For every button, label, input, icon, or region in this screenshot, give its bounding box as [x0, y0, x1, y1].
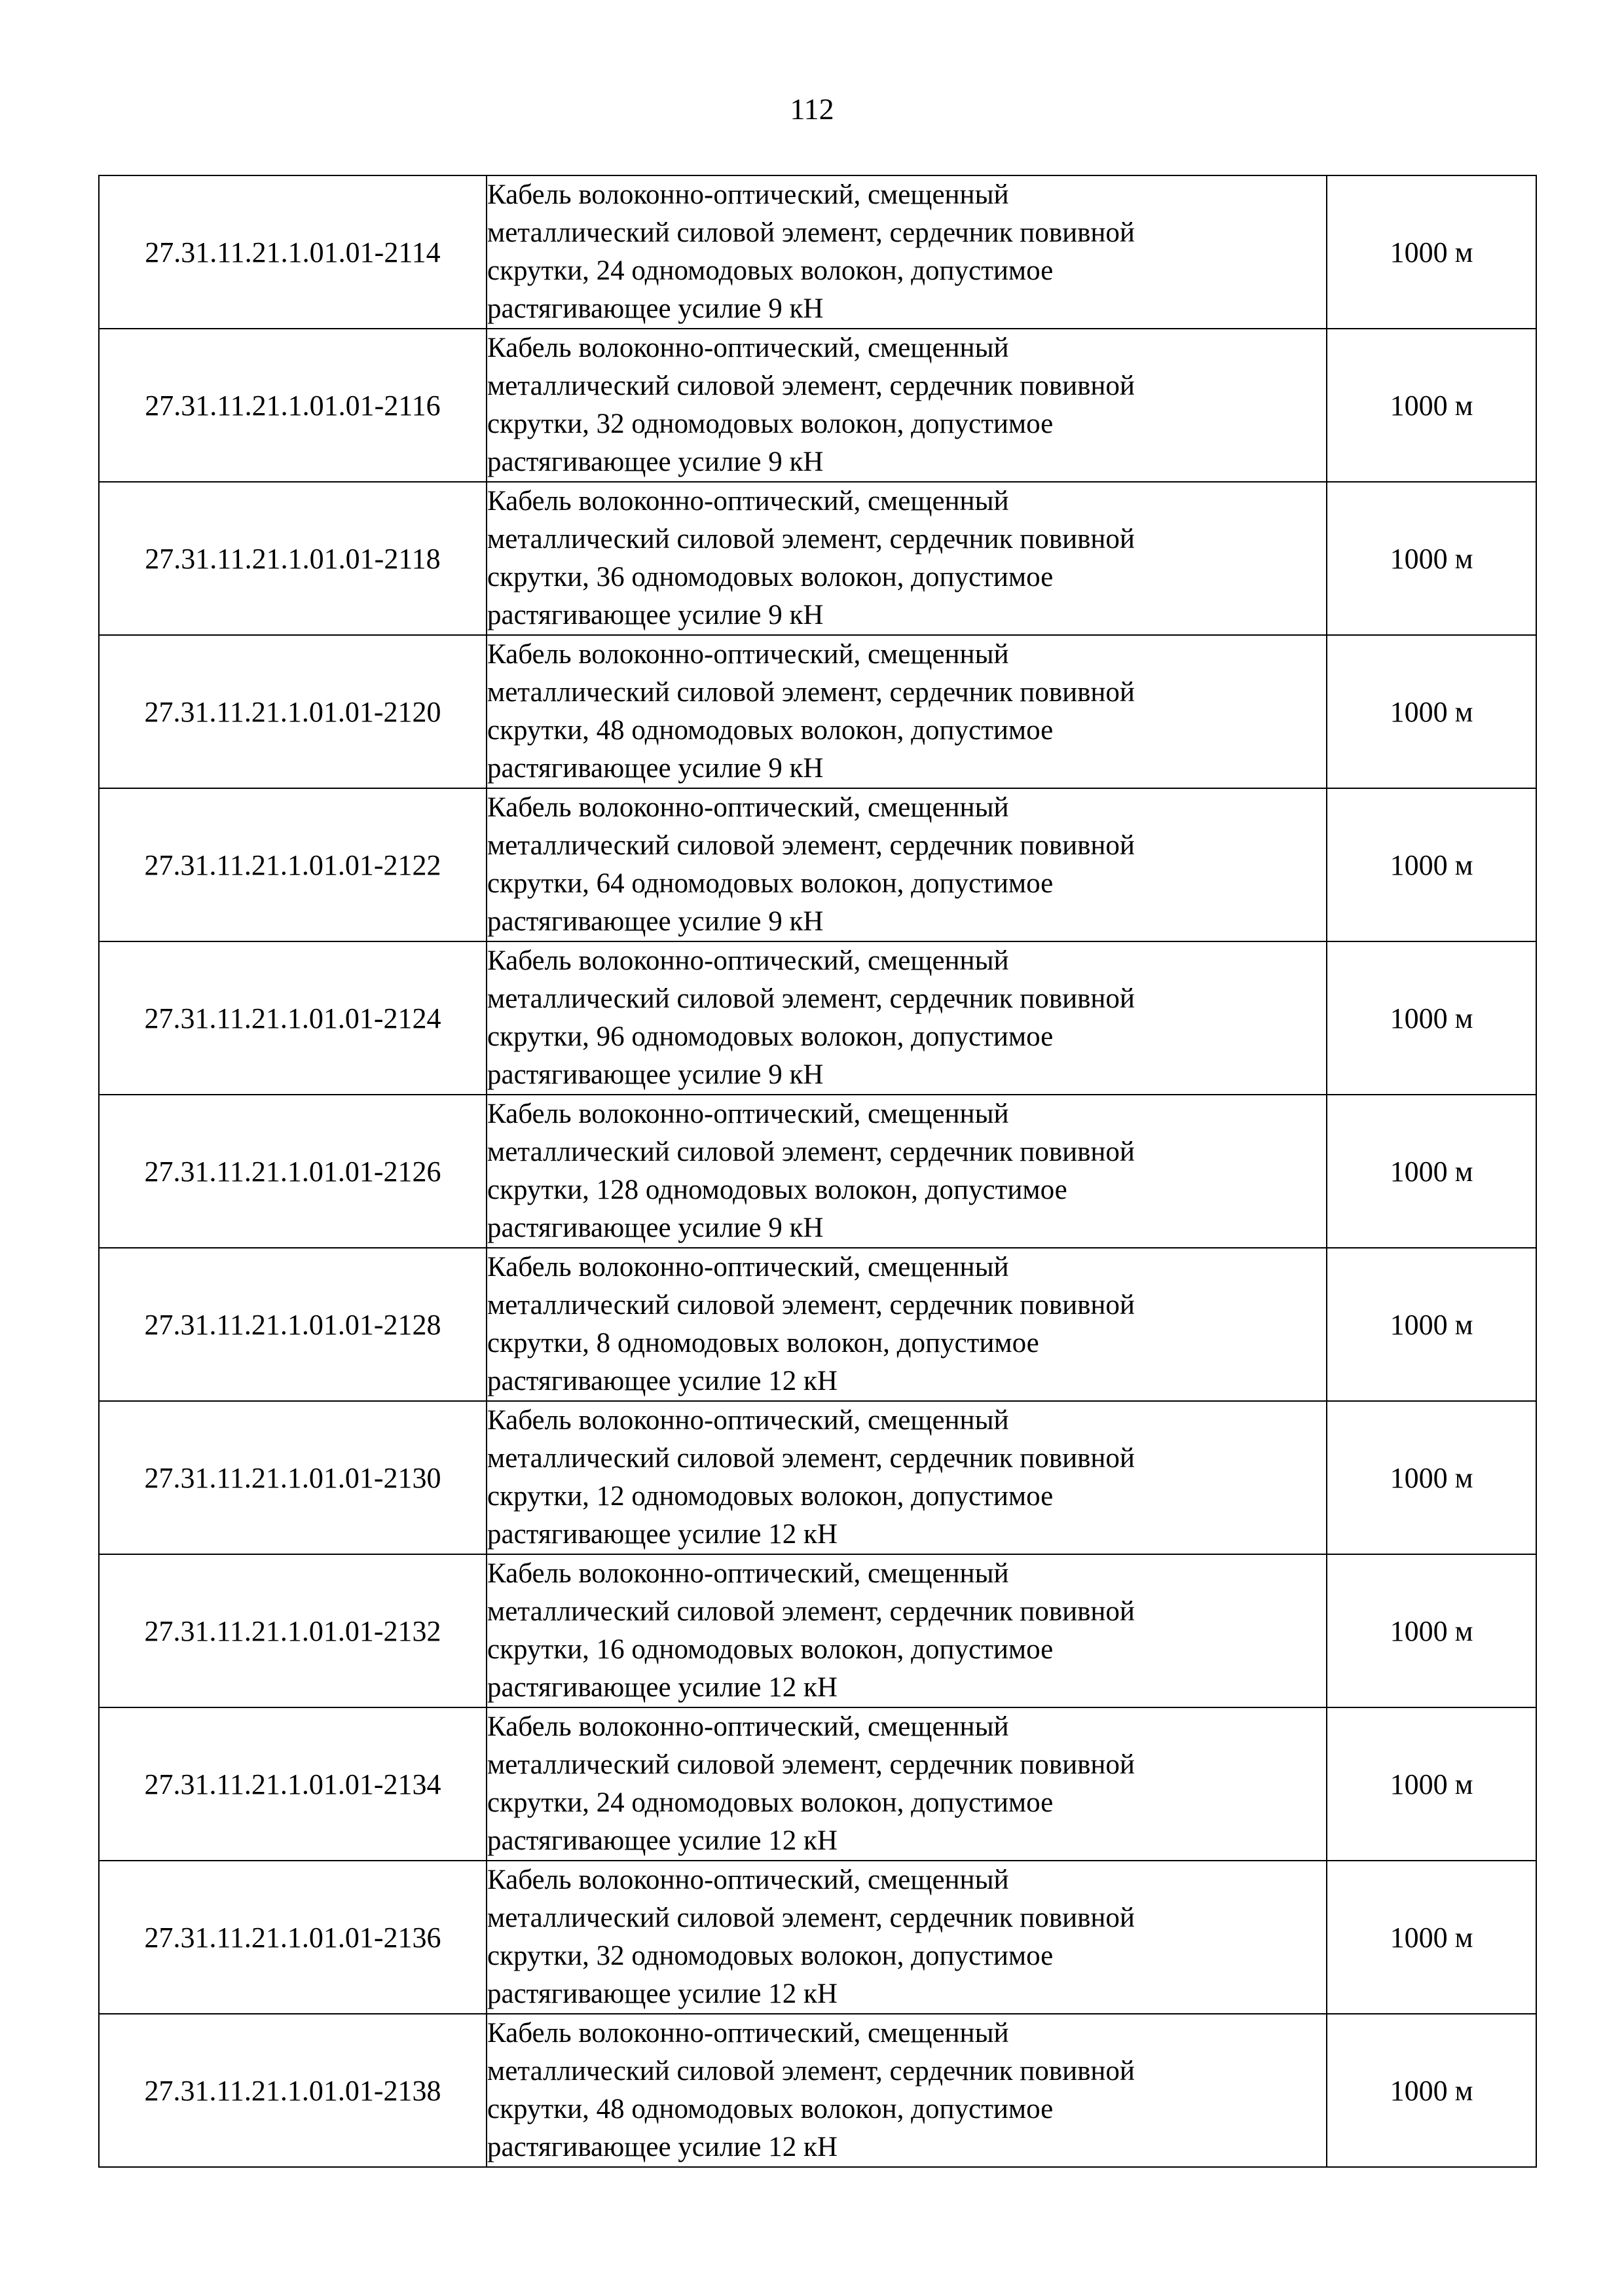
resource-description	[487, 1095, 1327, 1248]
description-line: растягивающее усилие 9 кН	[487, 1212, 824, 1243]
description-line: скрутки, 24 одномодовых волокон, допустимое	[487, 255, 1054, 286]
resource-code: 27.31.11.21.1.01.01-2122	[99, 788, 487, 941]
description-line: растягивающее усилие 12 кН	[487, 1825, 838, 1856]
description-line: Кабель волоконно-оптический, смещенный	[487, 486, 1009, 517]
description-line: металлический силовой элемент, сердечник повивной	[487, 1443, 1135, 1474]
description-line: скрутки, 32 одномодовых волокон, допустимое	[487, 409, 1054, 439]
table-row	[99, 482, 1536, 635]
resource-code: 27.31.11.21.1.01.01-2132	[99, 1554, 487, 1707]
unit-of-measure: 1000 м	[1327, 482, 1536, 635]
resource-code: 27.31.11.21.1.01.01-2136	[99, 1861, 487, 2014]
description-line: металлический силовой элемент, сердечник повивной	[487, 1596, 1135, 1627]
resource-code: 27.31.11.21.1.01.01-2130	[99, 1401, 487, 1554]
unit-of-measure: 1000 м	[1327, 1401, 1536, 1554]
description-line: скрутки, 128 одномодовых волокон, допустимое	[487, 1175, 1067, 1205]
description-line: Кабель волоконно-оптический, смещенный	[487, 1252, 1009, 1283]
unit-of-measure: 1000 м	[1327, 1707, 1536, 1861]
description-line: Кабель волоконно-оптический, смещенный	[487, 639, 1009, 670]
unit-of-measure: 1000 м	[1327, 175, 1536, 329]
resource-description	[487, 1707, 1327, 1861]
resource-description	[487, 788, 1327, 941]
description-line: металлический силовой элемент, сердечник повивной	[487, 217, 1135, 248]
table-row	[99, 2014, 1536, 2167]
unit-of-measure: 1000 м	[1327, 1095, 1536, 1248]
resource-code: 27.31.11.21.1.01.01-2114	[99, 175, 487, 329]
resource-code: 27.31.11.21.1.01.01-2128	[99, 1248, 487, 1401]
description-line: растягивающее усилие 9 кН	[487, 753, 824, 784]
table-row	[99, 1248, 1536, 1401]
description-line: скрутки, 64 одномодовых волокон, допустимое	[487, 868, 1054, 899]
description-line: металлический силовой элемент, сердечник повивной	[487, 1903, 1135, 1933]
unit-of-measure: 1000 м	[1327, 941, 1536, 1095]
description-line: скрутки, 48 одномодовых волокон, допустимое	[487, 2094, 1054, 2124]
resource-description	[487, 1248, 1327, 1401]
description-line: Кабель волоконно-оптический, смещенный	[487, 179, 1009, 210]
description-line: Кабель волоконно-оптический, смещенный	[487, 2018, 1009, 2049]
unit-of-measure: 1000 м	[1327, 2014, 1536, 2167]
description-line: Кабель волоконно-оптический, смещенный	[487, 945, 1009, 976]
description-line: растягивающее усилие 12 кН	[487, 2132, 838, 2162]
resource-description	[487, 2014, 1327, 2167]
resource-code: 27.31.11.21.1.01.01-2118	[99, 482, 487, 635]
resource-description	[487, 1401, 1327, 1554]
unit-of-measure: 1000 м	[1327, 635, 1536, 788]
description-line: металлический силовой элемент, сердечник повивной	[487, 1749, 1135, 1780]
resource-description	[487, 1861, 1327, 2014]
description-line: Кабель волоконно-оптический, смещенный	[487, 333, 1009, 363]
resource-code: 27.31.11.21.1.01.01-2120	[99, 635, 487, 788]
description-line: металлический силовой элемент, сердечник повивной	[487, 1137, 1135, 1167]
description-line: скрутки, 36 одномодовых волокон, допустимое	[487, 562, 1054, 592]
description-line: Кабель волоконно-оптический, смещенный	[487, 1099, 1009, 1129]
description-line: скрутки, 8 одномодовых волокон, допустимое	[487, 1328, 1039, 1358]
description-line: Кабель волоконно-оптический, смещенный	[487, 1711, 1009, 1742]
unit-of-measure: 1000 м	[1327, 1861, 1536, 2014]
resource-description	[487, 482, 1327, 635]
description-line: металлический силовой элемент, сердечник повивной	[487, 2056, 1135, 2086]
description-line: металлический силовой элемент, сердечник повивной	[487, 830, 1135, 861]
description-line: растягивающее усилие 12 кН	[487, 1978, 838, 2009]
resource-code: 27.31.11.21.1.01.01-2124	[99, 941, 487, 1095]
resource-description	[487, 1554, 1327, 1707]
description-line: растягивающее усилие 9 кН	[487, 906, 824, 937]
table-row	[99, 788, 1536, 941]
description-line: растягивающее усилие 9 кН	[487, 293, 824, 324]
page-number: 112	[790, 92, 834, 126]
resource-description	[487, 941, 1327, 1095]
description-line: скрутки, 32 одномодовых волокон, допустимое	[487, 1941, 1054, 1971]
table-row	[99, 1554, 1536, 1707]
table-row	[99, 1861, 1536, 2014]
resource-description	[487, 635, 1327, 788]
description-line: металлический силовой элемент, сердечник повивной	[487, 524, 1135, 555]
description-line: металлический силовой элемент, сердечник повивной	[487, 371, 1135, 401]
resource-code: 27.31.11.21.1.01.01-2134	[99, 1707, 487, 1861]
description-line: растягивающее усилие 12 кН	[487, 1519, 838, 1550]
table-row	[99, 635, 1536, 788]
description-line: растягивающее усилие 12 кН	[487, 1366, 838, 1396]
description-line: Кабель волоконно-оптический, смещенный	[487, 1558, 1009, 1589]
description-line: Кабель волоконно-оптический, смещенный	[487, 1405, 1009, 1436]
resource-code: 27.31.11.21.1.01.01-2116	[99, 329, 487, 482]
description-line: скрутки, 16 одномодовых волокон, допустимое	[487, 1634, 1054, 1665]
unit-of-measure: 1000 м	[1327, 788, 1536, 941]
resource-description	[487, 175, 1327, 329]
description-line: Кабель волоконно-оптический, смещенный	[487, 1865, 1009, 1895]
description-line: растягивающее усилие 9 кН	[487, 446, 824, 477]
description-line: скрутки, 24 одномодовых волокон, допустимое	[487, 1787, 1054, 1818]
resource-code: 27.31.11.21.1.01.01-2138	[99, 2014, 487, 2167]
table-row	[99, 1095, 1536, 1248]
table-row	[99, 329, 1536, 482]
description-line: металлический силовой элемент, сердечник повивной	[487, 677, 1135, 708]
description-line: скрутки, 96 одномодовых волокон, допустимое	[487, 1021, 1054, 1052]
description-line: растягивающее усилие 9 кН	[487, 600, 824, 630]
description-line: растягивающее усилие 12 кН	[487, 1672, 838, 1703]
description-line: растягивающее усилие 9 кН	[487, 1059, 824, 1090]
table-row	[99, 1401, 1536, 1554]
unit-of-measure: 1000 м	[1327, 1554, 1536, 1707]
description-line: Кабель волоконно-оптический, смещенный	[487, 792, 1009, 823]
description-line: скрутки, 48 одномодовых волокон, допустимое	[487, 715, 1054, 746]
resource-code: 27.31.11.21.1.01.01-2126	[99, 1095, 487, 1248]
unit-of-measure: 1000 м	[1327, 329, 1536, 482]
table-row	[99, 175, 1536, 329]
description-line: металлический силовой элемент, сердечник повивной	[487, 1290, 1135, 1321]
resource-description	[487, 329, 1327, 482]
description-line: скрутки, 12 одномодовых волокон, допустимое	[487, 1481, 1054, 1512]
description-line: металлический силовой элемент, сердечник повивной	[487, 983, 1135, 1014]
unit-of-measure: 1000 м	[1327, 1248, 1536, 1401]
table-row	[99, 1707, 1536, 1861]
table-row	[99, 941, 1536, 1095]
specification-table	[98, 175, 1537, 2168]
